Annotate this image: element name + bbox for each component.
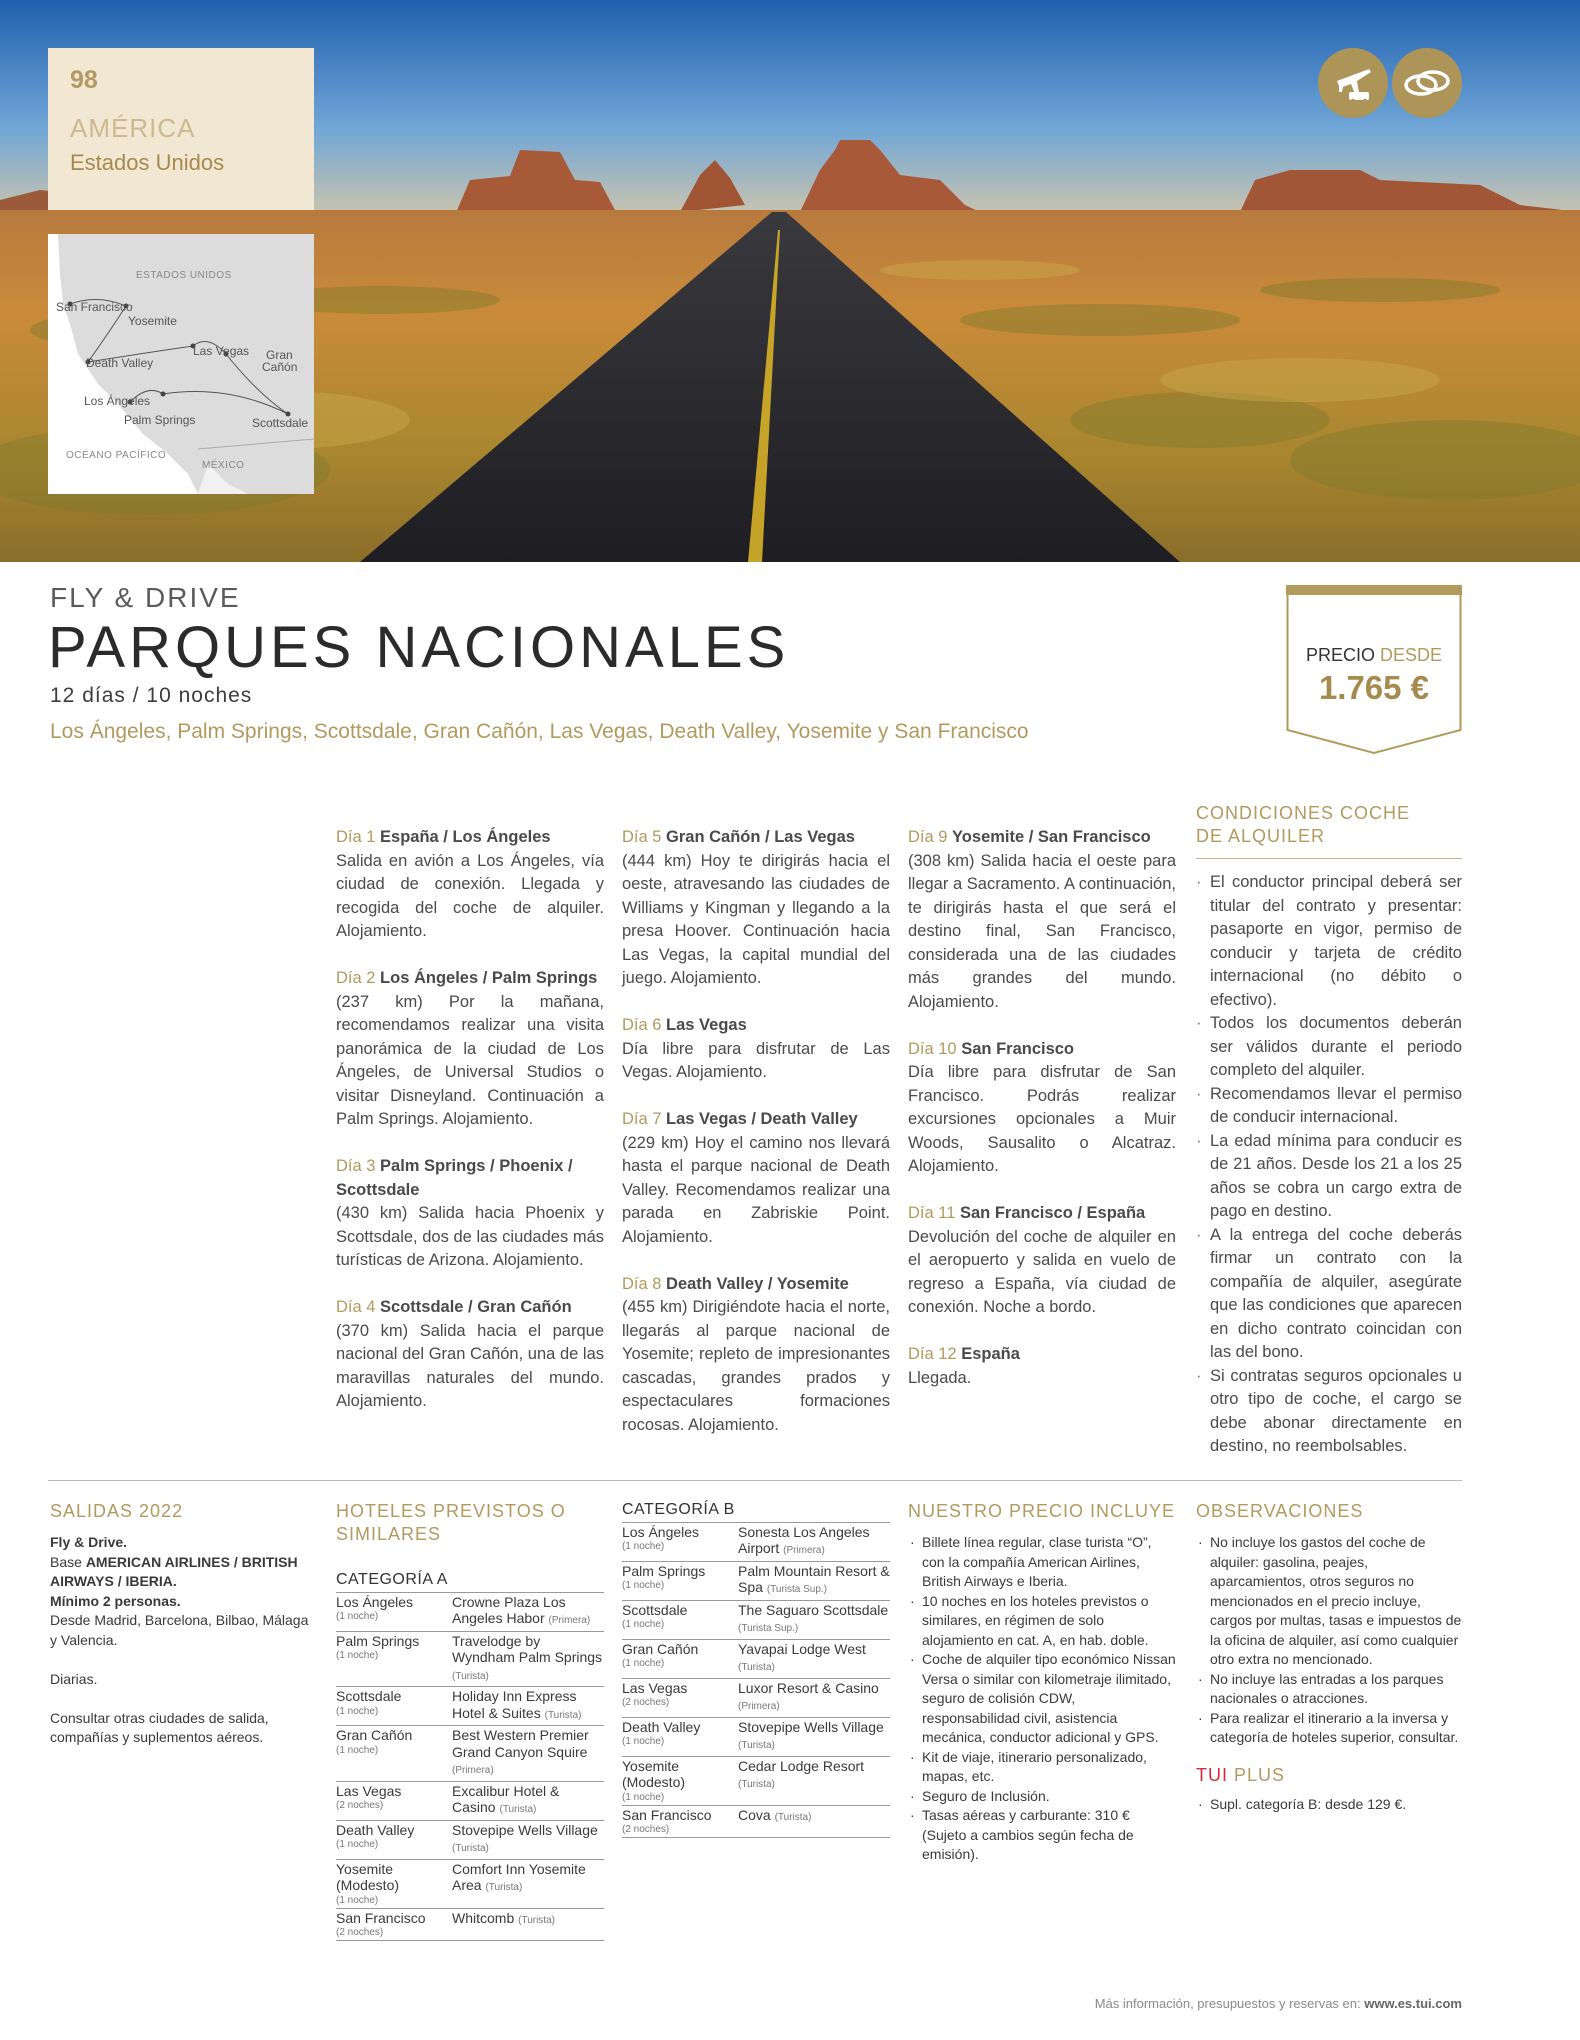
list-item: · Coche de alquiler tipo económico Nissan Versa o similar con kilometraje ilimitado, seguro de colisión CDW, responsabilidad civil, asistencia mecánica, conductor adicional y GPS.	[908, 1650, 1176, 1748]
hotel-city-cell	[622, 1678, 738, 1717]
hotel-name: Cova	[738, 1806, 771, 1823]
hotel-city-cell	[336, 1908, 452, 1941]
list-item: · La edad mínima para conducir es de 21 años. Desde los 21 a los 25 años se cobra un cargo extra de pago en destino.	[1196, 1130, 1462, 1224]
observations-list	[1196, 1533, 1464, 1748]
tui-logo-text: TUI	[1196, 1764, 1228, 1785]
hotel-city: Las Vegas	[336, 1782, 402, 1799]
plus-label: PLUS	[1234, 1764, 1286, 1785]
list-item: · Si contratas seguros opcionales u otro tipo de coche, el cargo se debe abonar directamente en destino, no reembolsables.	[1196, 1365, 1462, 1459]
table-row	[336, 1820, 604, 1859]
day-route: Las Vegas	[666, 1016, 747, 1034]
price-label-accent: DESDE	[1380, 645, 1443, 665]
hotel-nights: (2 noches)	[336, 1927, 384, 1938]
itinerary-column-3	[908, 826, 1176, 1414]
map-place-label: Cañón	[262, 360, 298, 374]
hotel-category: (Turista Sup.)	[738, 1623, 799, 1634]
day-description: (430 km) Salida hacia Phoenix y Scottsdale, dos de las ciudades más turísticas de Arizona. Alojamiento.	[336, 1204, 604, 1269]
hotel-name-cell	[738, 1639, 890, 1678]
hotel-city-cell	[622, 1756, 738, 1805]
table-row	[622, 1805, 890, 1838]
includes-list	[908, 1533, 1176, 1865]
hotel-category: (Turista)	[774, 1811, 812, 1823]
hotel-nights: (1 noche)	[336, 1894, 379, 1906]
day-number: Día 9	[908, 828, 948, 846]
day-number: Día 10	[908, 1039, 957, 1058]
list-item: · El conductor principal deberá ser titular del contrato y presentar: pasaporte en vigor, permiso de conducir y tarjeta de crédito internacional (no débito o efectivo).	[1196, 871, 1462, 1012]
hotel-name: Travelodge by Wyndham Palm Springs	[452, 1632, 603, 1665]
observations-title: OBSERVACIONES	[1196, 1501, 1364, 1521]
footer	[1095, 1996, 1462, 2011]
map-place-label: Death Valley	[86, 356, 154, 370]
hotel-name: Stovepipe Wells Village	[738, 1718, 884, 1735]
map-place-label: Scottsdale	[252, 416, 309, 430]
hotel-nights: (1 noche)	[336, 1839, 379, 1850]
hotel-category: (Primera)	[783, 1545, 825, 1556]
departures-prefix: Base	[50, 1553, 86, 1570]
hotel-nights: (1 noche)	[336, 1611, 379, 1622]
hotels-title-line: SIMILARES	[336, 1524, 442, 1544]
day-route: Scottsdale / Gran Cañón	[380, 1298, 572, 1316]
hotel-category: (Turista)	[544, 1709, 582, 1721]
map-place-label: Las Vegas	[193, 344, 250, 358]
hotel-name-cell	[452, 1908, 604, 1941]
includes-title: NUESTRO PRECIO INCLUYE	[908, 1501, 1176, 1521]
itinerary-day	[908, 1343, 1176, 1390]
hotel-name-cell	[452, 1781, 604, 1820]
day-number: Día 3	[336, 1157, 376, 1175]
tui-plus-title	[1196, 1766, 1464, 1786]
table-row	[336, 1631, 604, 1687]
hotel-table-a	[336, 1593, 604, 1942]
day-number: Día 12	[908, 1345, 957, 1363]
day-route: Gran Cañón / Las Vegas	[666, 828, 855, 846]
hotel-city: Death Valley	[622, 1718, 701, 1735]
list-item: · Kit de viaje, itinerario personalizado, mapas, etc.	[908, 1748, 1176, 1787]
hotel-category: (Primera)	[452, 1765, 494, 1776]
departures-line: Diarias.	[50, 1670, 98, 1687]
category-b-title: CATEGORÍA B	[622, 1500, 890, 1523]
day-route: San Francisco / España	[959, 1204, 1146, 1222]
itinerary-day	[336, 1296, 604, 1414]
departures-line: Mínimo 2 personas.	[50, 1592, 181, 1609]
observations-section	[1196, 1500, 1464, 1815]
list-item: · Recomendamos llevar el permiso de conducir internacional.	[1196, 1083, 1462, 1130]
price-badge	[1286, 585, 1462, 755]
list-item: · 10 noches en los hoteles previstos o similares, en régimen de solo alojamiento en cat. A, en hab. doble.	[908, 1592, 1176, 1651]
hotel-city-cell	[622, 1600, 738, 1639]
hotel-city-cell	[622, 1523, 738, 1562]
trip-duration: 12 días / 10 noches	[50, 684, 253, 707]
day-number: Día 2	[336, 969, 376, 987]
price-includes-section	[908, 1500, 1176, 1865]
day-description: Devolución del coche de alquiler en el aeropuerto y salida en vuelo de regreso a España, vía ciudad de conexión. Noche a bordo.	[908, 1227, 1176, 1316]
list-item: · Para realizar el itinerario a la inversa y categoría de hoteles superior, consultar.	[1196, 1709, 1464, 1748]
hotel-category: (Turista)	[452, 1670, 489, 1682]
departures-line: Fly & Drive.	[50, 1534, 128, 1550]
itinerary-day	[622, 1014, 890, 1085]
day-number: Día 5	[622, 828, 662, 846]
table-row	[622, 1756, 890, 1805]
day-route: Death Valley / Yosemite	[666, 1274, 849, 1293]
hotel-name: Excalibur Hotel & Casino	[452, 1782, 560, 1815]
hotel-name: Whitcomb	[452, 1909, 515, 1926]
footer-link[interactable]: www.es.tui.com	[1364, 1996, 1462, 2011]
hotel-category: (Turista)	[738, 1779, 775, 1790]
hotel-city-cell	[336, 1781, 452, 1820]
tui-plus-list	[1196, 1795, 1464, 1815]
hotels-category-a	[336, 1500, 604, 1941]
table-row	[622, 1600, 890, 1639]
table-row	[336, 1687, 604, 1726]
hotel-city: Las Vegas	[622, 1679, 688, 1696]
hotel-name: Crowne Plaza Los Angeles Habor	[452, 1593, 566, 1626]
itinerary-day	[908, 1038, 1176, 1179]
day-number: Día 1	[336, 828, 376, 846]
map-country-label: ESTADOS UNIDOS	[136, 270, 232, 281]
country-label: Estados Unidos	[70, 150, 225, 175]
day-number: Día 8	[622, 1274, 662, 1293]
list-item: · Tasas aéreas y carburante: 310 € (Sujeto a cambios según fecha de emisión).	[908, 1806, 1176, 1865]
hotel-name-cell	[738, 1523, 890, 1562]
list-item: · Seguro de Inclusión.	[908, 1787, 1176, 1807]
table-row	[336, 1908, 604, 1941]
day-number: Día 11	[908, 1204, 956, 1222]
hotel-city: Los Ángeles	[336, 1593, 414, 1610]
hotel-nights: (1 noche)	[336, 1744, 379, 1756]
hotel-city: Scottsdale	[622, 1601, 688, 1618]
hotel-name: Best Western Premier Grand Canyon Squire	[452, 1727, 589, 1760]
list-item: · No incluye los gastos del coche de alquiler: gasolina, peajes, aparcamientos, otros seguros no mencionados en el precio incluye, cargos por multas, tasas e impuestos de la oficina de alquiler, así como cualquier otro extra no mencionado.	[1196, 1533, 1464, 1670]
hotel-nights: (1 noche)	[622, 1619, 665, 1630]
itinerary-day	[336, 826, 604, 944]
map-place-label: Palm Springs	[124, 413, 196, 427]
hotel-name: Stovepipe Wells Village	[452, 1821, 598, 1838]
hotel-category: (Turista)	[452, 1843, 489, 1854]
hotel-nights: (2 noches)	[336, 1800, 384, 1811]
day-number: Día 4	[336, 1298, 376, 1316]
table-row	[336, 1593, 604, 1632]
hotel-city: Palm Springs	[336, 1632, 420, 1649]
hotel-name: Yavapai Lodge West	[738, 1640, 866, 1657]
table-row	[336, 1781, 604, 1820]
hotel-table-b	[622, 1523, 890, 1839]
hotel-category: (Turista)	[518, 1914, 555, 1926]
hotel-category: (Primera)	[738, 1701, 780, 1712]
rings-icon	[1392, 48, 1462, 118]
hotel-city: Scottsdale	[336, 1688, 402, 1704]
day-description: (444 km) Hoy te dirigirás hacia el oeste, atravesando las ciudades de Williams y Kingman y llegando a la presa Hoover. Continuación hacia Las Vegas, la capital mundial del juego. Alojamiento.	[622, 851, 890, 987]
hotel-city-cell	[336, 1859, 452, 1908]
itinerary-day	[622, 1108, 890, 1249]
footer-text: Más información, presupuestos y reservas en:	[1094, 1996, 1365, 2011]
itinerary-column-2	[622, 826, 890, 1461]
itinerary-day	[908, 1202, 1176, 1320]
hotel-name-cell	[738, 1756, 890, 1805]
rental-conditions	[1196, 802, 1462, 1459]
hotel-name-cell	[452, 1859, 604, 1908]
hotel-city: Palm Springs	[622, 1562, 706, 1579]
table-row	[622, 1561, 890, 1600]
hotel-nights: (1 noche)	[336, 1650, 379, 1661]
table-row	[336, 1859, 604, 1908]
conditions-title-line: DE ALQUILER	[1196, 826, 1326, 846]
table-row	[622, 1678, 890, 1717]
day-route: España / Los Ángeles	[380, 828, 551, 846]
hotels-title-line: HOTELES PREVISTOS O	[336, 1501, 566, 1521]
departures-section	[50, 1500, 318, 1748]
price-label	[1286, 645, 1462, 666]
trip-route: Los Ángeles, Palm Springs, Scottsdale, Gran Cañón, Las Vegas, Death Valley, Yosemite y San Francisco	[50, 720, 1029, 743]
itinerary-day	[622, 826, 890, 991]
hotels-category-b	[622, 1500, 890, 1838]
product-kicker: FLY & DRIVE	[50, 582, 241, 613]
hotel-name: Holiday Inn Express Hotel & Suites	[452, 1688, 577, 1721]
itinerary-day	[622, 1273, 890, 1438]
divider	[48, 1480, 1462, 1481]
hotel-nights: (1 noche)	[622, 1791, 665, 1803]
hotel-city-cell	[622, 1805, 738, 1838]
page-header-box	[48, 48, 314, 210]
day-description: (308 km) Salida hacia el oeste para llegar a Sacramento. A continuación, te dirigirás hasta el que será el destino final, San Francisco, considerada una de las ciudades más grandes del mundo. Alojamiento.	[908, 851, 1176, 1011]
day-description: Día libre para disfrutar de Las Vegas. Alojamiento.	[622, 1039, 890, 1081]
day-description: Salida en avión a Los Ángeles, vía ciudad de conexión. Llegada y recogida del coche de alquiler. Alojamiento.	[336, 851, 604, 940]
map-place-label: Los Ángeles	[84, 394, 151, 408]
conditions-title-line: CONDICIONES COCHE	[1196, 803, 1411, 823]
hotel-nights: (1 noche)	[336, 1705, 379, 1717]
hotel-name-cell	[452, 1726, 604, 1782]
hotel-city: Yosemite (Modesto)	[336, 1860, 400, 1893]
hotel-city-cell	[622, 1717, 738, 1756]
hotel-category: (Turista)	[738, 1662, 775, 1673]
day-route: Yosemite / San Francisco	[952, 828, 1151, 846]
fly-drive-icon	[1318, 48, 1388, 118]
hotel-city-cell	[336, 1593, 452, 1632]
hotel-name: The Saguaro Scottsdale	[738, 1601, 889, 1618]
map-mexico-label: MÉXICO	[202, 460, 245, 471]
region-label: AMÉRICA	[70, 113, 196, 143]
hotel-category: (Turista)	[485, 1882, 523, 1893]
departures-airlines: AMERICAN AIRLINES / BRITISH AIRWAYS / IBERIA.	[50, 1553, 298, 1589]
table-row	[622, 1639, 890, 1678]
hotel-city: San Francisco	[622, 1806, 712, 1823]
hotel-name-cell	[738, 1600, 890, 1639]
map-place-label: Yosemite	[128, 314, 177, 328]
conditions-list	[1196, 871, 1462, 1459]
page-title: PARQUES NACIONALES	[48, 615, 790, 680]
hotel-name-cell	[738, 1717, 890, 1756]
hotel-category: (Primera)	[548, 1615, 591, 1626]
day-route: España	[961, 1345, 1020, 1363]
hotel-name: Palm Mountain Resort & Spa	[738, 1562, 890, 1595]
hotel-nights: (1 noche)	[622, 1541, 665, 1552]
day-description: (237 km) Por la mañana, recomendamos realizar una visita panorámica de la ciudad de Los Ángeles, de Universal Studios o visitar Disneyland. Continuación a Palm Springs. Alojamiento.	[336, 992, 604, 1128]
hotel-city-cell	[622, 1639, 738, 1678]
hotel-name: Luxor Resort & Casino	[738, 1679, 879, 1696]
departures-line: Consultar otras ciudades de salida, compañías y suplementos aéreos.	[50, 1709, 269, 1745]
price-label-main: PRECIO	[1305, 645, 1375, 665]
itinerary-day	[908, 826, 1176, 1014]
price-value: 1.765 €	[1318, 669, 1430, 706]
hotel-city: Yosemite (Modesto)	[622, 1757, 686, 1790]
list-item: · Billete línea regular, clase turista “O”, con la compañía American Airlines, British Airways e Iberia.	[908, 1533, 1176, 1592]
day-description: Llegada.	[908, 1368, 972, 1387]
hotel-city: Los Ángeles	[622, 1523, 700, 1540]
hotel-nights: (1 noche)	[622, 1580, 665, 1591]
day-description: (455 km) Dirigiéndote hacia el norte, llegarás al parque nacional de Yosemite; repleto de impresionantes cascadas, grandes prados y espectaculares formaciones rocosas. Alojamiento.	[622, 1298, 890, 1434]
itinerary-day	[336, 967, 604, 1132]
list-item: · Todos los documentos deberán ser válidos durante el periodo completo del alquiler.	[1196, 1012, 1462, 1083]
conditions-title	[1196, 802, 1462, 848]
hotel-category: (Turista)	[499, 1804, 537, 1815]
hotel-category: (Turista Sup.)	[766, 1584, 828, 1595]
hotel-name-cell	[452, 1631, 604, 1687]
hotel-name: Cedar Lodge Resort	[738, 1757, 865, 1774]
departures-line: Desde Madrid, Barcelona, Bilbao, Málaga y Valencia.	[50, 1612, 309, 1648]
hotel-city-cell	[336, 1726, 452, 1782]
table-row	[622, 1717, 890, 1756]
day-route: Los Ángeles / Palm Springs	[380, 969, 598, 987]
hotel-name-cell	[452, 1820, 604, 1859]
hotel-city: Death Valley	[336, 1821, 415, 1838]
divider	[1196, 858, 1462, 859]
map-place-label: San Francisco	[56, 300, 133, 314]
hotel-city: Gran Cañón	[622, 1640, 699, 1657]
hotel-name-cell	[738, 1805, 890, 1838]
list-item: · A la entrega del coche deberás firmar un contrato con la compañía de alquiler, asegúrate que las condiciones que aparecen en dicho contrato coincidan con las del bono.	[1196, 1224, 1462, 1365]
hotel-name-cell	[452, 1593, 604, 1632]
itinerary-column-1	[336, 826, 604, 1437]
day-route: San Francisco	[961, 1039, 1075, 1058]
day-number: Día 6	[622, 1016, 662, 1034]
hotel-nights: (1 noche)	[622, 1736, 665, 1747]
hotel-city-cell	[336, 1631, 452, 1687]
day-description: (229 km) Hoy el camino nos llevará hasta el parque nacional de Death Valley. Recomendamos realizar una parada en Zabriskie Point. Alojamiento.	[622, 1133, 890, 1246]
route-map	[48, 234, 314, 494]
hotel-nights: (1 noche)	[622, 1658, 665, 1669]
day-description: (370 km) Salida hacia el parque nacional del Gran Cañón, una de las maravillas naturales del mundo. Alojamiento.	[336, 1321, 604, 1410]
hotel-city-cell	[336, 1687, 452, 1726]
hotel-city: San Francisco	[336, 1909, 426, 1926]
hotels-title	[336, 1500, 604, 1546]
list-item: · Supl. categoría B: desde 129 €.	[1196, 1795, 1464, 1815]
hotel-city: Gran Cañón	[336, 1727, 413, 1743]
list-item: · No incluye las entradas a los parques nacionales o atracciones.	[1196, 1670, 1464, 1709]
itinerary-day	[336, 1155, 604, 1273]
hotel-nights: (2 noches)	[622, 1824, 670, 1835]
day-number: Día 7	[622, 1110, 662, 1128]
hotel-name: Comfort Inn Yosemite Area	[452, 1860, 586, 1893]
hotel-name-cell	[452, 1687, 604, 1726]
map-place-label: Gran	[266, 348, 293, 362]
departures-title: SALIDAS 2022	[50, 1501, 184, 1521]
table-row	[336, 1726, 604, 1782]
departures-line	[50, 1553, 318, 1592]
page-number: 98	[70, 66, 98, 94]
day-route: Las Vegas / Death Valley	[666, 1110, 858, 1128]
day-description: Día libre para disfrutar de San Francisco. Podrás realizar excursiones opcionales a Muir Woods, Sausalito o Alcatraz. Alojamiento.	[908, 1063, 1176, 1175]
hotel-city-cell	[622, 1561, 738, 1600]
hotel-category: (Turista)	[738, 1740, 775, 1751]
hotel-name: Sonesta Los Angeles Airport	[738, 1523, 870, 1556]
hotel-name-cell	[738, 1678, 890, 1717]
hotel-nights: (2 noches)	[622, 1697, 670, 1708]
category-a-title: CATEGORÍA A	[336, 1570, 604, 1593]
hotel-city-cell	[336, 1820, 452, 1859]
hotel-name-cell	[738, 1561, 890, 1600]
day-route: Palm Springs / Phoenix / Scottsdale	[336, 1157, 573, 1199]
map-ocean-label: OCÉANO PACÍFICO	[66, 450, 167, 461]
table-row	[622, 1523, 890, 1562]
